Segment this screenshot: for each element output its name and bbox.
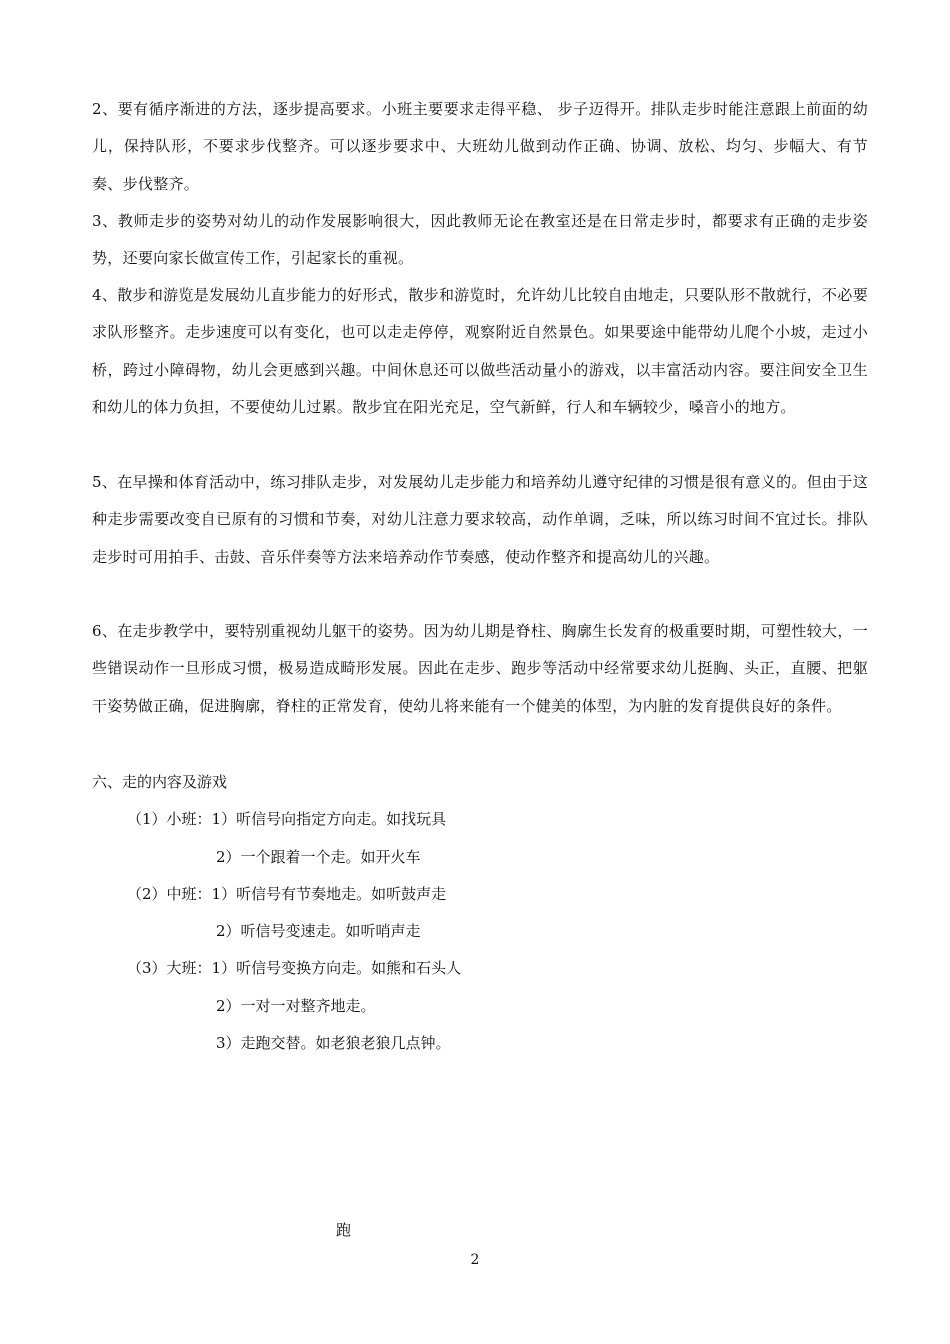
paragraph-2: 2、要有循序渐进的方法，逐步提高要求。小班主要要求走得平稳、 步子迈得开。排队走步时能注意跟上前面的幼儿，保持队形，不要求步伐整齐。可以逐步要求中、大班幼儿做到动作正确、协调、放松、均匀、步幅大、有节奏、步伐整齐。 <box>92 100 868 193</box>
list-item-middle-class-1: （2）中班：1）听信号有节奏地走。如听鼓声走 <box>127 885 447 903</box>
paragraph-6: 6、在走步教学中，要特别重视幼儿躯干的姿势。因为幼儿期是脊柱、胸廓生长发育的极重要时期，可塑性较大，一些错误动作一旦形成习惯，极易造成畸形发展。因此在走步、跑步等活动中经常要求幼儿挺胸、头正，直腰、把躯干姿势做正确，促进胸廓，脊柱的正常发育，使幼儿将来能有一个健美的体型，为内脏的发育提供良好的条件。 <box>92 622 868 715</box>
paragraph-4: 4、散步和游览是发展幼儿直步能力的好形式，散步和游览时，允许幼儿比较自由地走，只要队形不散就行，不必要求队形整齐。走步速度可以有变化，也可以走走停停，观察附近自然景色。如果要途中能带幼儿爬个小坡，走过小桥，跨过小障碍物，幼儿会更感到兴趣。中间休息还可以做些活动量小的游戏，以丰富活动内容。要注间安全卫生和幼儿的体力负担，不要使幼儿过累。散步宜在阳光充足，空气新鲜，行人和车辆较少，嗓音小的地方。 <box>92 286 868 416</box>
list-item-small-class-1: （1）小班：1）听信号向指定方向走。如找玩具 <box>127 810 447 828</box>
paragraph-3: 3、教师走步的姿势对幼儿的动作发展影响很大，因此教师无论在教室还是在日常走步时，都要求有正确的走步姿势，还要向家长做宣传工作，引起家长的重视。 <box>92 212 868 268</box>
footer-word: 跑 <box>336 1221 352 1239</box>
list-item-large-class-1: （3）大班：1）听信号变换方向走。如熊和石头人 <box>127 959 462 977</box>
paragraph-5: 5、在早操和体育活动中，练习排队走步，对发展幼儿走步能力和培养幼儿遵守纪律的习惯是很有意义的。但由于这种走步需要改变自已原有的习惯和节奏，对幼儿注意力要求较高，动作单调，乏味，所以练习时间不宜过长。排队走步时可用拍手、击鼓、音乐伴奏等方法来培养动作节奏感，使动作整齐和提高幼儿的兴趣。 <box>92 473 868 566</box>
page-number: 2 <box>470 1252 480 1268</box>
section-heading: 六、走的内容及游戏 <box>92 773 228 791</box>
list-item-middle-class-2: 2）听信号变速走。如听哨声走 <box>216 922 421 940</box>
list-item-large-class-2: 2）一对一对整齐地走。 <box>216 997 376 1015</box>
list-item-large-class-3: 3）走跑交替。如老狼老狼几点钟。 <box>216 1034 451 1052</box>
list-item-small-class-2: 2）一个跟着一个走。如开火车 <box>216 848 421 866</box>
